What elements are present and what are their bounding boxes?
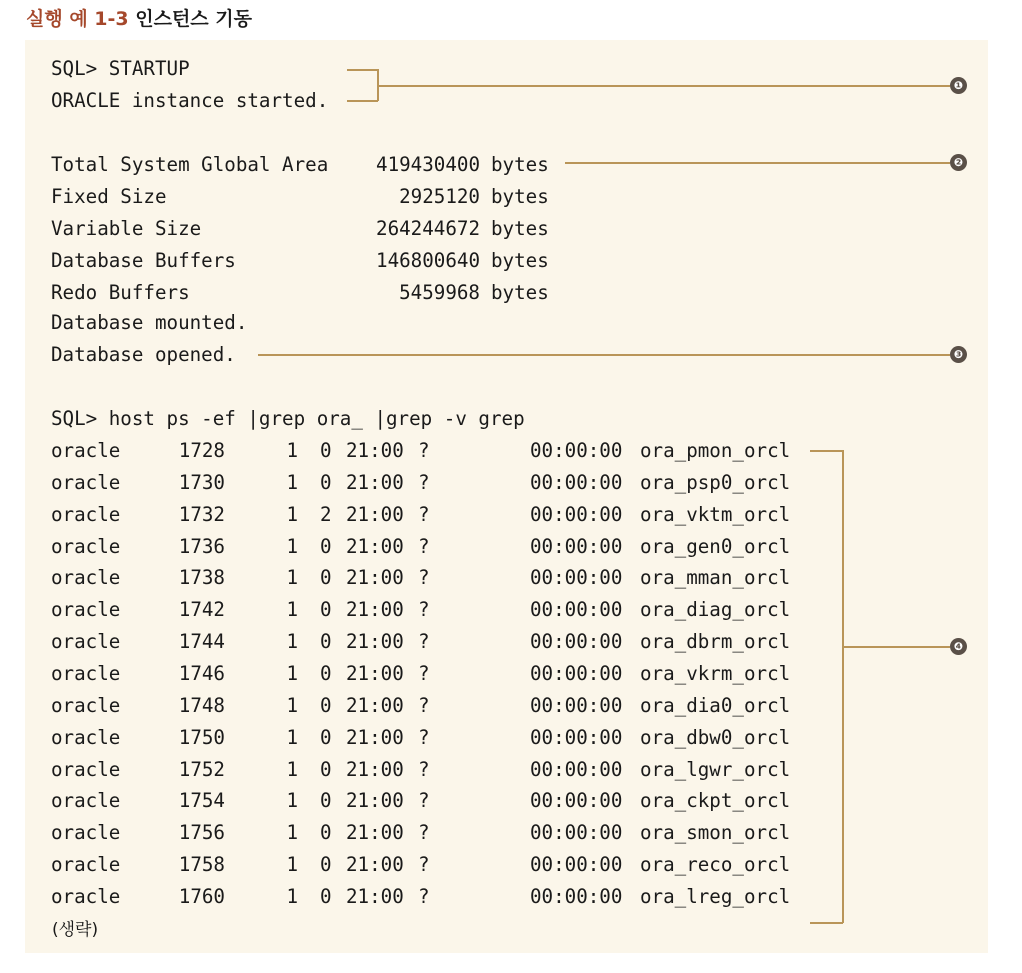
process-tty: ? — [418, 534, 430, 558]
process-user: oracle — [51, 853, 121, 877]
sga-label: Database Buffers — [51, 249, 236, 272]
process-start-time: 21:00 — [346, 439, 404, 462]
process-command: ora_mman_orcl — [640, 566, 791, 590]
process-cpu-time: 00:00:00 — [530, 502, 623, 526]
callout-2-leader — [565, 162, 950, 164]
process-ppid: 1 — [286, 884, 298, 908]
process-user: oracle — [51, 693, 121, 717]
process-cpu-time: 00:00:00 — [530, 470, 623, 494]
process-tty: ? — [418, 789, 430, 813]
instance-started: ORACLE instance started. — [51, 89, 329, 112]
process-cpu-time: 00:00:00 — [530, 789, 623, 813]
database-opened: Database opened. — [51, 343, 236, 366]
omitted-note: (생략) — [52, 920, 99, 940]
process-start-time: 21:00 — [346, 470, 404, 494]
process-tty: ? — [418, 630, 430, 654]
callout-1-bracket-top — [347, 69, 378, 71]
process-cpu-time: 00:00:00 — [530, 757, 623, 781]
process-tty: ? — [418, 821, 430, 845]
process-pid: 1736 — [178, 534, 225, 558]
process-start-time: 21:00 — [346, 630, 404, 654]
process-cpu-time: 00:00:00 — [530, 853, 623, 877]
process-ppid: 1 — [286, 757, 298, 781]
process-start-time: 21:00 — [346, 661, 404, 685]
process-command: ora_lgwr_orcl — [640, 757, 791, 781]
process-user: oracle — [51, 470, 121, 494]
callout-4-bracket-side — [842, 450, 844, 923]
process-cpu: 0 — [320, 884, 332, 908]
process-cpu: 0 — [320, 693, 332, 717]
sga-unit: bytes — [491, 249, 549, 272]
process-command: ora_lreg_orcl — [640, 884, 791, 908]
process-cpu-time: 00:00:00 — [530, 725, 623, 749]
process-pid: 1752 — [178, 757, 225, 781]
process-start-time: 21:00 — [346, 502, 404, 526]
process-pid: 1760 — [178, 884, 225, 908]
process-user: oracle — [51, 630, 121, 654]
process-cpu-time: 00:00:00 — [530, 661, 623, 685]
process-cpu: 0 — [320, 630, 332, 654]
process-tty: ? — [418, 439, 430, 462]
process-tty: ? — [418, 502, 430, 526]
process-cpu: 2 — [320, 502, 332, 526]
callout-4-bracket-top — [810, 450, 843, 452]
process-pid: 1728 — [178, 439, 225, 462]
process-cpu-time: 00:00:00 — [530, 534, 623, 558]
callout-3-badge: ❸ — [950, 346, 967, 363]
process-tty: ? — [418, 757, 430, 781]
process-user: oracle — [51, 725, 121, 749]
process-command: ora_psp0_orcl — [640, 470, 791, 494]
process-pid: 1742 — [178, 598, 225, 622]
process-ppid: 1 — [286, 693, 298, 717]
process-start-time: 21:00 — [346, 789, 404, 813]
process-pid: 1758 — [178, 853, 225, 877]
startup-command: SQL> STARTUP — [51, 57, 190, 80]
listing-number: 실행 예 1-3 — [26, 8, 129, 30]
process-user: oracle — [51, 789, 121, 813]
process-user: oracle — [51, 439, 121, 462]
process-user: oracle — [51, 884, 121, 908]
process-cpu: 0 — [320, 789, 332, 813]
process-ppid: 1 — [286, 566, 298, 590]
sga-unit: bytes — [491, 217, 549, 240]
host-command: SQL> host ps -ef |grep ora_ |grep -v grep — [51, 407, 525, 430]
process-tty: ? — [418, 884, 430, 908]
sga-label: Fixed Size — [51, 185, 167, 208]
process-command: ora_vktm_orcl — [640, 502, 791, 526]
sga-unit: bytes — [491, 185, 549, 208]
process-pid: 1744 — [178, 630, 225, 654]
callout-4-bracket-bottom — [810, 922, 843, 924]
process-user: oracle — [51, 661, 121, 685]
process-cpu: 0 — [320, 757, 332, 781]
process-tty: ? — [418, 725, 430, 749]
sga-unit: bytes — [491, 281, 549, 304]
process-start-time: 21:00 — [346, 757, 404, 781]
sga-label: Total System Global Area — [51, 153, 329, 176]
sga-label: Redo Buffers — [51, 281, 190, 304]
process-cpu: 0 — [320, 661, 332, 685]
sga-value: 2925120 — [399, 185, 480, 208]
callout-1-badge: ❶ — [950, 77, 967, 94]
listing-title: 인스턴스 기동 — [135, 8, 252, 30]
process-tty: ? — [418, 598, 430, 622]
process-tty: ? — [418, 693, 430, 717]
process-ppid: 1 — [286, 821, 298, 845]
process-cpu: 0 — [320, 534, 332, 558]
process-ppid: 1 — [286, 725, 298, 749]
callout-4-badge: ❹ — [950, 638, 967, 655]
callout-1-bracket-bottom — [347, 100, 378, 102]
process-ppid: 1 — [286, 661, 298, 685]
sga-value: 5459968 — [399, 281, 480, 304]
process-pid: 1730 — [178, 470, 225, 494]
process-command: ora_gen0_orcl — [640, 534, 791, 558]
callout-3-leader — [258, 354, 950, 356]
process-cpu-time: 00:00:00 — [530, 693, 623, 717]
process-user: oracle — [51, 566, 121, 590]
process-command: ora_reco_orcl — [640, 853, 791, 877]
process-command: ora_pmon_orcl — [640, 439, 791, 462]
process-start-time: 21:00 — [346, 725, 404, 749]
process-pid: 1754 — [178, 789, 225, 813]
process-ppid: 1 — [286, 630, 298, 654]
process-command: ora_diag_orcl — [640, 598, 791, 622]
process-ppid: 1 — [286, 470, 298, 494]
process-ppid: 1 — [286, 439, 298, 462]
process-start-time: 21:00 — [346, 566, 404, 590]
process-start-time: 21:00 — [346, 821, 404, 845]
process-tty: ? — [418, 470, 430, 494]
process-user: oracle — [51, 502, 121, 526]
process-cpu-time: 00:00:00 — [530, 630, 623, 654]
process-command: ora_dbrm_orcl — [640, 630, 791, 654]
sga-value: 419430400 — [376, 153, 480, 176]
process-cpu: 0 — [320, 725, 332, 749]
sga-value: 264244672 — [376, 217, 480, 240]
process-pid: 1738 — [178, 566, 225, 590]
process-ppid: 1 — [286, 789, 298, 813]
sga-label: Variable Size — [51, 217, 202, 240]
callout-4-leader — [842, 646, 950, 648]
sga-unit: bytes — [491, 153, 549, 176]
process-cpu: 0 — [320, 598, 332, 622]
process-tty: ? — [418, 661, 430, 685]
process-pid: 1750 — [178, 725, 225, 749]
process-pid: 1746 — [178, 661, 225, 685]
process-cpu-time: 00:00:00 — [530, 821, 623, 845]
process-pid: 1732 — [178, 502, 225, 526]
process-cpu: 0 — [320, 439, 332, 462]
process-cpu: 0 — [320, 470, 332, 494]
process-start-time: 21:00 — [346, 853, 404, 877]
process-ppid: 1 — [286, 502, 298, 526]
process-start-time: 21:00 — [346, 884, 404, 908]
process-command: ora_vkrm_orcl — [640, 661, 791, 685]
listing-caption — [26, 4, 252, 31]
process-start-time: 21:00 — [346, 534, 404, 558]
process-cpu-time: 00:00:00 — [530, 566, 623, 590]
process-command: ora_ckpt_orcl — [640, 789, 791, 813]
process-tty: ? — [418, 853, 430, 877]
process-user: oracle — [51, 757, 121, 781]
process-tty: ? — [418, 566, 430, 590]
process-pid: 1756 — [178, 821, 225, 845]
process-cpu-time: 00:00:00 — [530, 439, 623, 462]
callout-2-badge: ❷ — [950, 154, 967, 171]
process-cpu: 0 — [320, 821, 332, 845]
process-cpu-time: 00:00:00 — [530, 884, 623, 908]
sga-value: 146800640 — [376, 249, 480, 272]
process-user: oracle — [51, 598, 121, 622]
process-user: oracle — [51, 534, 121, 558]
process-command: ora_dia0_orcl — [640, 693, 791, 717]
callout-1-leader — [377, 85, 950, 87]
process-user: oracle — [51, 821, 121, 845]
process-command: ora_dbw0_orcl — [640, 725, 791, 749]
process-ppid: 1 — [286, 853, 298, 877]
database-mounted: Database mounted. — [51, 311, 248, 334]
process-ppid: 1 — [286, 534, 298, 558]
process-start-time: 21:00 — [346, 693, 404, 717]
process-cpu: 0 — [320, 566, 332, 590]
process-cpu-time: 00:00:00 — [530, 598, 623, 622]
process-ppid: 1 — [286, 598, 298, 622]
process-command: ora_smon_orcl — [640, 821, 791, 845]
process-start-time: 21:00 — [346, 598, 404, 622]
process-pid: 1748 — [178, 693, 225, 717]
process-cpu: 0 — [320, 853, 332, 877]
